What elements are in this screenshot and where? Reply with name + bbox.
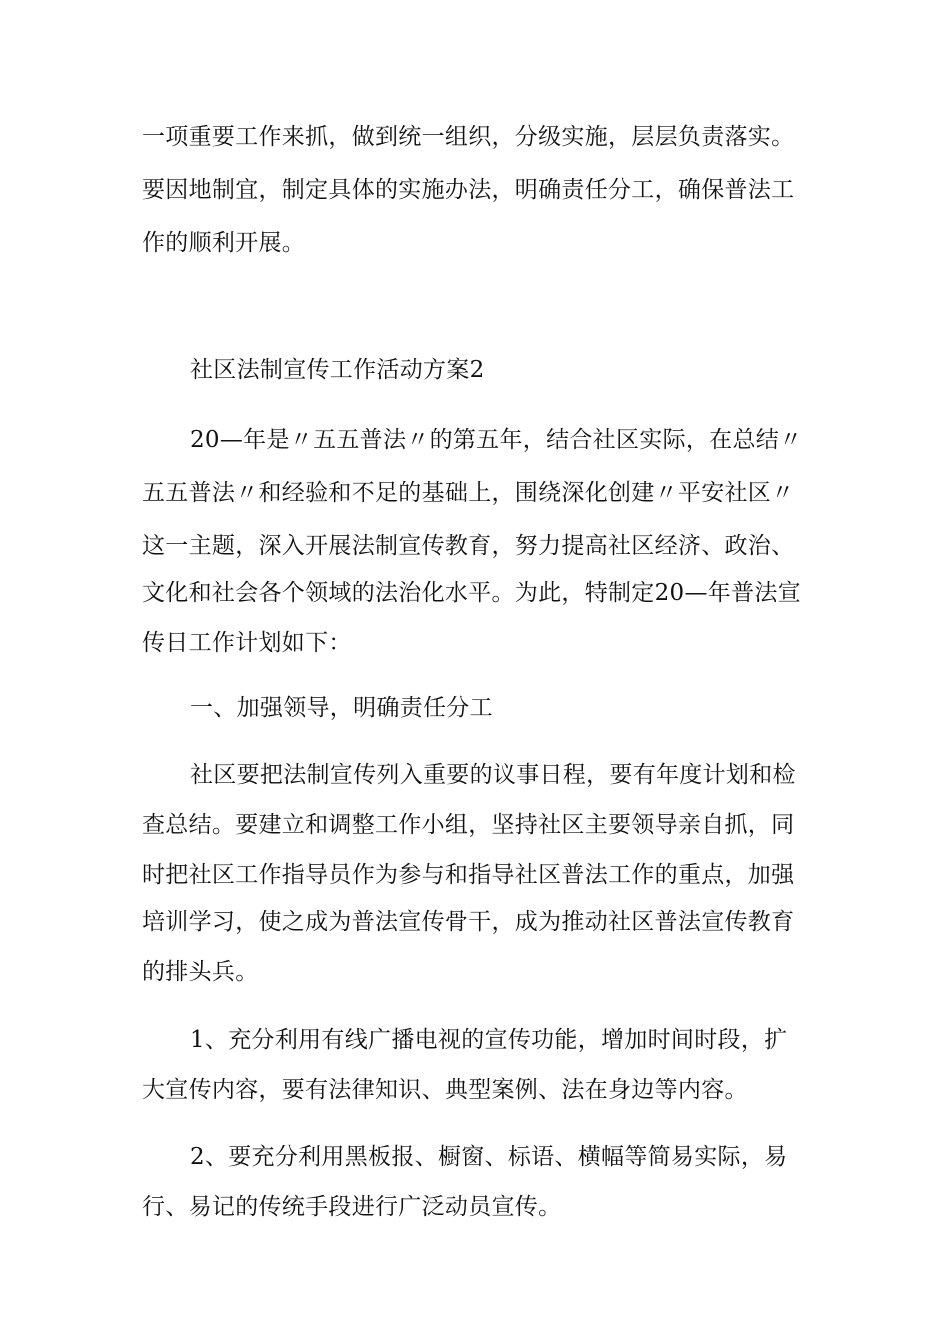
paragraph2-line-3: 时把社区工作指导员作为参与和指导社区普法工作的重点，加强 [142, 862, 795, 888]
intro-line-1: 一项重要工作来抓，做到统一组织，分级实施，层层负责落实。 [142, 124, 795, 150]
paragraph1-line-1: 20—年是〃五五普法〃的第五年，结合社区实际，在总结〃 [190, 427, 803, 453]
item2-line-2: 行、易记的传统手段进行广泛动员宣传。 [142, 1194, 562, 1220]
paragraph2-line-4: 培训学习，使之成为普法宣传骨干，成为推动社区普法宣传教育 [142, 909, 795, 935]
intro-line-2: 要因地制宜，制定具体的实施办法，明确责任分工，确保普法工 [142, 177, 795, 203]
item1-line-1: 1、充分利用有线广播电视的宣传功能，增加时间时段，扩 [190, 1027, 788, 1053]
paragraph1-line-4: 文化和社会各个领域的法治化水平。为此，特制定20—年普法宣 [142, 580, 801, 606]
heading-1: 一、加强领导，明确责任分工 [190, 695, 493, 721]
section-title: 社区法制宣传工作活动方案2 [190, 357, 485, 383]
paragraph2-line-2: 查总结。要建立和调整工作小组，坚持社区主要领导亲自抓，同 [142, 812, 795, 838]
paragraph2-line-5: 的排头兵。 [142, 959, 259, 985]
paragraph1-line-5: 传日工作计划如下： [142, 630, 352, 656]
intro-line-3: 作的顺利开展。 [142, 230, 306, 256]
item1-line-2: 大宣传内容，要有法律知识、典型案例、法在身边等内容。 [142, 1077, 748, 1103]
paragraph1-line-3: 这一主题，深入开展法制宣传教育，努力提高社区经济、政治、 [142, 533, 795, 559]
item2-line-1: 2、要充分利用黑板报、橱窗、标语、横幅等简易实际，易 [190, 1144, 788, 1170]
paragraph2-line-1: 社区要把法制宣传列入重要的议事日程，要有年度计划和检 [190, 762, 796, 788]
paragraph1-line-2: 五五普法〃和经验和不足的基础上，围绕深化创建〃平安社区〃 [142, 480, 795, 506]
